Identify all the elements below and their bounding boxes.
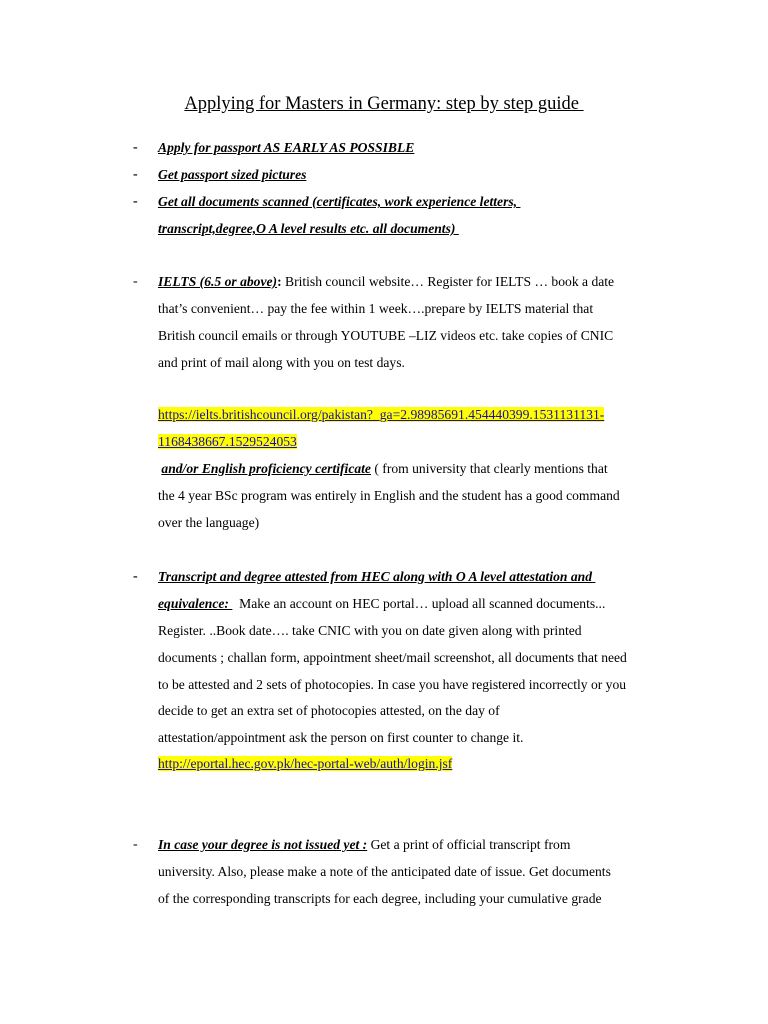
hec-line-6: attestation/appointment ask the person on first counter to change it. [158, 730, 524, 745]
ielts-heading: IELTS (6.5 or above) [158, 274, 278, 289]
degree-line-2: university. Also, please make a note of the anticipated date of issue. Get documents [158, 864, 611, 879]
hec-heading-1: Transcript and degree attested from HEC along with O A level attestation and [158, 569, 596, 584]
bullet-dash: - [133, 167, 138, 182]
hec-portal-link[interactable]: http://eportal.hec.gov.pk/hec-portal-web/auth/login.jsf [158, 756, 453, 771]
hec-line-2: Register. ..Book date…. take CNIC with you on date given along with printed [158, 623, 582, 638]
degree-heading: In case your degree is not issued yet : [158, 837, 368, 852]
bullet-dash: - [133, 569, 138, 584]
hec-text-1: Make an account on HEC portal… upload all scanned documents... [232, 596, 606, 611]
ielts-line-4: and print of mail along with you on test days. [158, 355, 405, 370]
ielts-link-cont[interactable]: 1168438667.1529524053 [158, 434, 297, 449]
ielts-line-2: that’s convenient… pay the fee within 1 week….prepare by IELTS material that [158, 301, 594, 316]
list-item-passport: Apply for passport AS EARLY AS POSSIBLE [158, 140, 415, 155]
proficiency-text: ( from university that clearly mentions that [370, 461, 608, 476]
proficiency-line-3: over the language) [158, 515, 260, 530]
ielts-link[interactable]: https://ielts.britishcouncil.org/pakistan?_ga=2.98985691.454440399.1531131131- [158, 407, 605, 422]
hec-heading-2: equivalence: [158, 596, 233, 611]
bullet-dash: - [133, 140, 138, 155]
ielts-line-3: British council emails or through YOUTUBE –LIZ videos etc. take copies of CNIC [158, 328, 614, 343]
hec-line-4: to be attested and 2 sets of photocopies. In case you have registered incorrectly or you [158, 677, 627, 692]
list-item-documents-cont: transcript,degree,O A level results etc. all documents) [158, 221, 459, 236]
proficiency-line-2: the 4 year BSc program was entirely in English and the student has a good command [158, 488, 620, 503]
degree-line-3: of the corresponding transcripts for each degree, including your cumulative grade [158, 891, 602, 906]
ielts-text: British council website… Register for IELTS … book a date [281, 274, 615, 289]
list-item-pictures: Get passport sized pictures [158, 167, 307, 182]
hec-link-line [158, 755, 452, 773]
hec-line-3: documents ; challan form, appointment sheet/mail screenshot, all documents that need [158, 650, 627, 665]
proficiency-line-1 [158, 460, 608, 478]
ielts-line-1 [158, 273, 614, 291]
ielts-link-line-2 [158, 433, 297, 451]
ielts-link-line-1 [158, 406, 604, 424]
list-item-documents: Get all documents scanned (certificates, work experience letters, [158, 194, 521, 209]
degree-line-1 [158, 836, 570, 854]
degree-text-1: Get a print of official transcript from [367, 837, 571, 852]
page-title: Applying for Masters in Germany: step by step guide [184, 94, 584, 114]
bullet-dash: - [133, 194, 138, 209]
hec-line-1 [158, 595, 605, 613]
bullet-dash: - [133, 837, 138, 852]
ielts-colon: : [277, 274, 282, 289]
hec-line-5: decide to get an extra set of photocopies attested, on the day of [158, 703, 500, 718]
bullet-dash: - [133, 274, 138, 289]
proficiency-heading: and/or English proficiency certificate [161, 461, 371, 476]
